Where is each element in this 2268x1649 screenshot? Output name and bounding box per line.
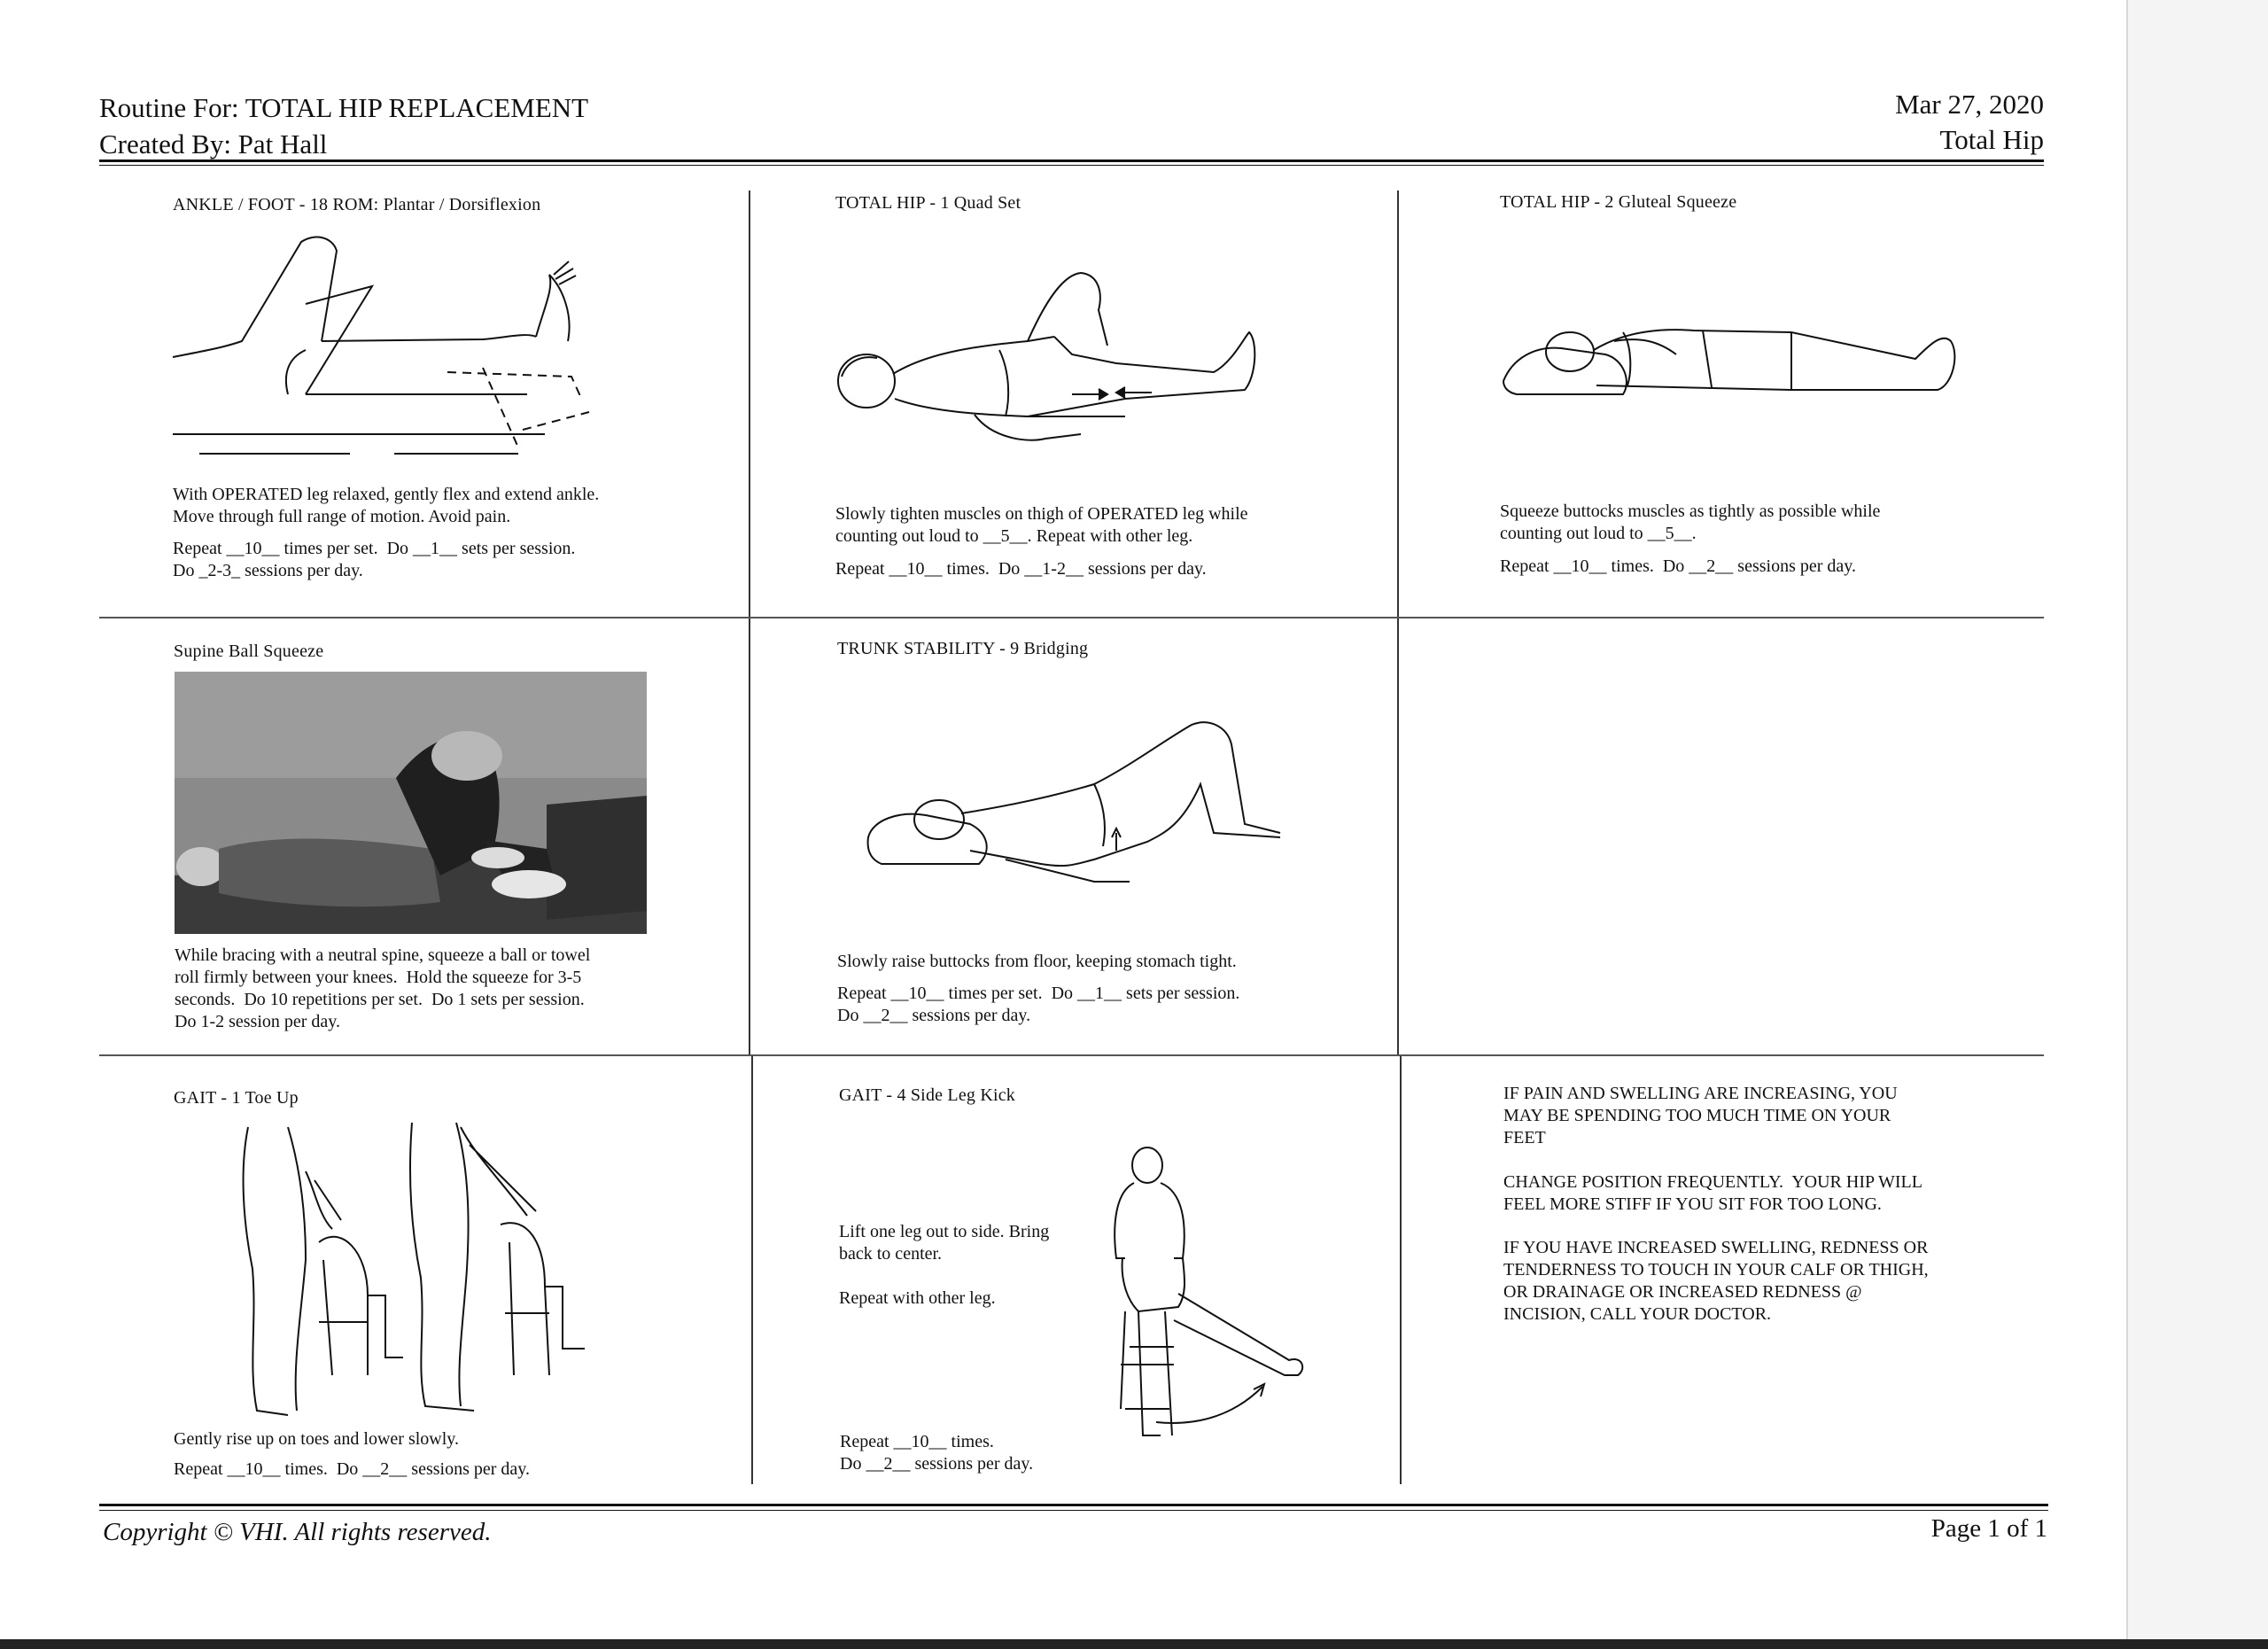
- row-divider: [99, 1054, 2044, 1056]
- grid-divider: [749, 191, 750, 1054]
- exercise-description: While bracing with a neutral spine, squeeze a ball or towel roll firmly between your knees. Hold the squeeze for 3-5 seconds. Do 10 repetitions per set. Do 1 sets per session. Do 1-2 session per day.: [175, 945, 591, 1031]
- row-divider: [99, 617, 2044, 618]
- grid-divider: [1397, 191, 1399, 1054]
- scan-edge-shadow: [2126, 0, 2268, 1649]
- exercise-title: TOTAL HIP - 2 Gluteal Squeeze: [1500, 192, 1737, 212]
- exercise-description: Lift one leg out to side. Bring back to center. Repeat with other leg.: [839, 1222, 1050, 1308]
- exercise-dosage: Repeat __10__ times. Do __2__ sessions per day.: [840, 1432, 1034, 1474]
- grid-divider: [1400, 1054, 1402, 1484]
- side-leg-kick-illustration: [1094, 1143, 1316, 1449]
- exercise-dosage: Repeat __10__ times. Do __2__ sessions per day.: [1500, 556, 1856, 576]
- warning-note: IF PAIN AND SWELLING ARE INCREASING, YOU MAY BE SPENDING TOO MUCH TIME ON YOUR FEET: [1503, 1084, 1898, 1147]
- footer-rule-thin: [99, 1510, 2048, 1511]
- page-number: Page 1 of 1: [1930, 1514, 2047, 1543]
- toe-up-illustration: [235, 1118, 589, 1420]
- grid-divider: [751, 1054, 753, 1484]
- exercise-description: Slowly raise buttocks from floor, keeping stomach tight.: [837, 952, 1237, 971]
- warning-note: IF YOU HAVE INCREASED SWELLING, REDNESS OR TENDERNESS TO TOUCH IN YOUR CALF OR THIGH, OR DRAINAGE OR INCREASED REDNESS @ INCISION, CALL YOUR DOCTOR.: [1503, 1238, 1929, 1324]
- exercise-dosage: Repeat __10__ times per set. Do __1__ sets per session. Do _2-3_ sessions per day.: [173, 539, 576, 580]
- footer-rule: [99, 1504, 2048, 1506]
- exercise-title: TRUNK STABILITY - 9 Bridging: [837, 639, 1089, 658]
- exercise-title: GAIT - 4 Side Leg Kick: [839, 1085, 1015, 1105]
- program-category: Total Hip: [1939, 124, 2044, 155]
- document-date: Mar 27, 2020: [1895, 89, 2044, 120]
- exercise-description: Squeeze buttocks muscles as tightly as possible while counting out loud to __5__.: [1500, 502, 1881, 543]
- created-by: Created By: Pat Hall: [99, 128, 328, 159]
- ankle-rom-illustration: [173, 235, 651, 465]
- exercise-description: With OPERATED leg relaxed, gently flex and extend ankle. Move through full range of motion. Avoid pain.: [173, 485, 600, 526]
- gluteal-squeeze-illustration: [1499, 306, 1977, 408]
- exercise-dosage: Repeat __10__ times per set. Do __1__ sets per session. Do __2__ sessions per day.: [837, 984, 1240, 1025]
- header-rule: [99, 159, 2044, 162]
- exercise-description: Gently rise up on toes and lower slowly.: [174, 1429, 459, 1449]
- header-rule-thin: [99, 165, 2044, 166]
- exercise-title: Supine Ball Squeeze: [174, 642, 324, 661]
- bridging-illustration: [864, 718, 1289, 886]
- exercise-description: Slowly tighten muscles on thigh of OPERATED leg while counting out loud to __5__. Repeat with other leg.: [835, 504, 1248, 546]
- exercise-dosage: Repeat __10__ times. Do __2__ sessions per day.: [174, 1459, 530, 1479]
- exercise-title: GAIT - 1 Toe Up: [174, 1088, 299, 1108]
- scan-bottom-edge: [0, 1639, 2268, 1649]
- warning-note: CHANGE POSITION FREQUENTLY. YOUR HIP WILL FEEL MORE STIFF IF YOU SIT FOR TOO LONG.: [1503, 1172, 1922, 1214]
- supine-ball-squeeze-photo: [175, 672, 647, 934]
- quad-set-illustration: [833, 266, 1311, 447]
- routine-title: Routine For: TOTAL HIP REPLACEMENT: [99, 92, 589, 123]
- exercise-title: ANKLE / FOOT - 18 ROM: Plantar / Dorsiflexion: [173, 195, 541, 214]
- exercise-title: TOTAL HIP - 1 Quad Set: [835, 193, 1021, 213]
- exercise-dosage: Repeat __10__ times. Do __1-2__ sessions per day.: [835, 559, 1207, 579]
- copyright-notice: Copyright © VHI. All rights reserved.: [103, 1518, 492, 1546]
